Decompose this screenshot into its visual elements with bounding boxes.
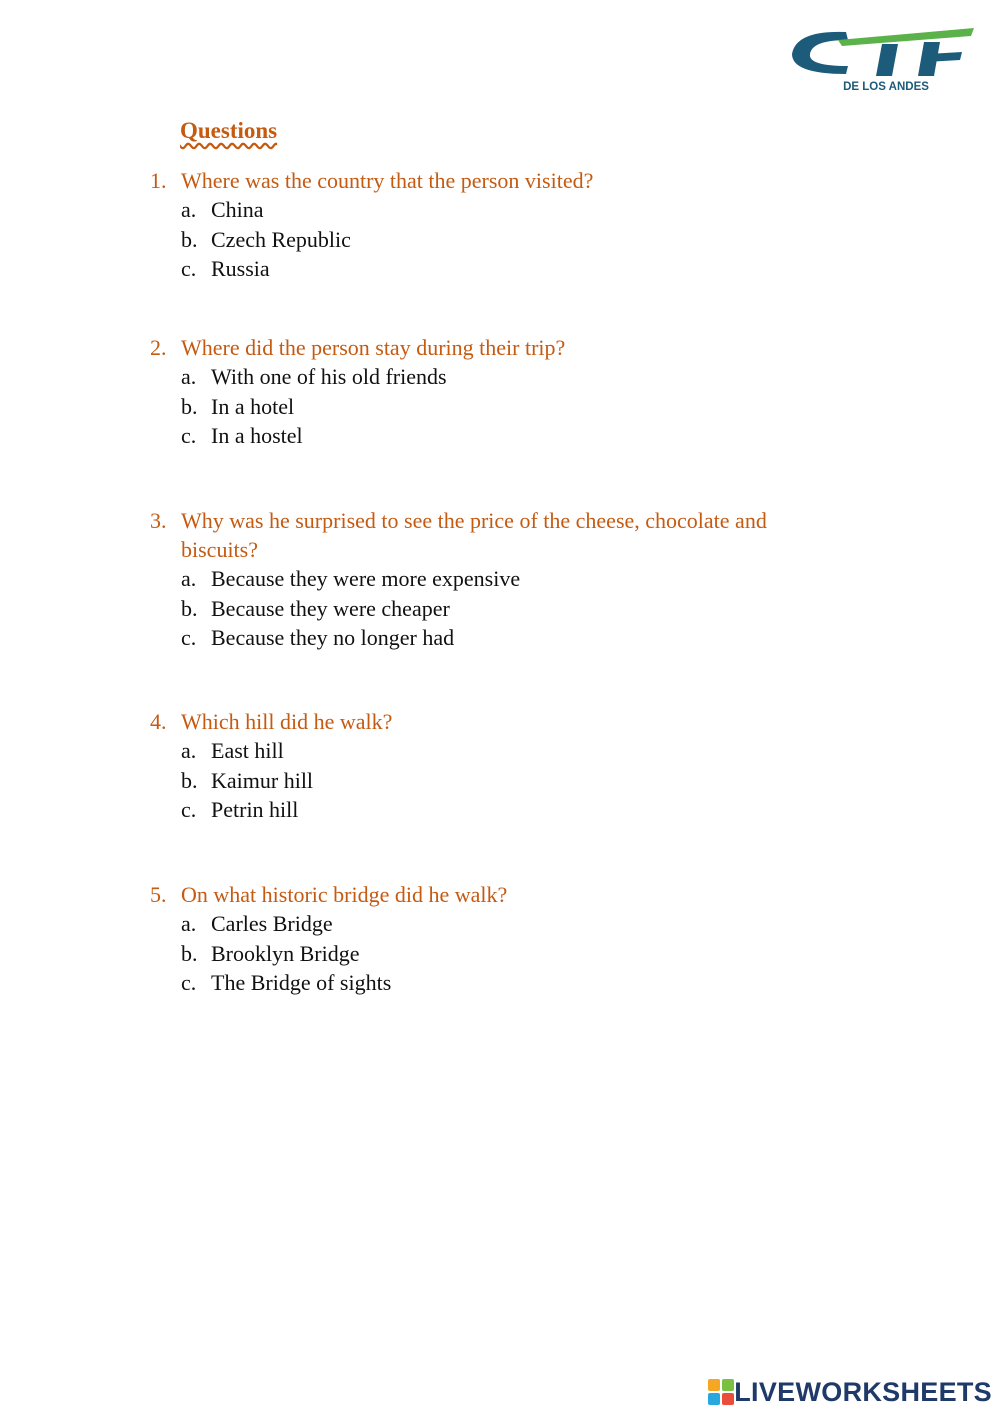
answer-option[interactable]	[150, 594, 830, 624]
answer-option[interactable]	[150, 795, 830, 825]
answer-option[interactable]	[150, 392, 830, 422]
question-4	[150, 707, 830, 825]
answer-option[interactable]	[150, 254, 830, 284]
option-letter: a.	[181, 738, 197, 763]
question-text: Which hill did he walk?	[181, 709, 393, 734]
option-text: Petrin hill	[211, 797, 299, 822]
ctf-logo-graphic	[786, 24, 978, 96]
liveworksheets-brand: LIVEWORKSHEETS	[734, 1377, 992, 1407]
option-text: Carles Bridge	[211, 911, 333, 936]
question-number: 5.	[150, 882, 167, 907]
option-text: In a hostel	[211, 423, 303, 448]
answer-option[interactable]	[150, 564, 830, 594]
question-3	[150, 506, 830, 653]
option-text: China	[211, 197, 264, 222]
ctf-logo-subtitle: DE LOS ANDES	[843, 81, 929, 93]
option-text: Because they were cheaper	[211, 595, 450, 621]
question-stem	[150, 880, 830, 909]
answer-option[interactable]	[150, 623, 830, 653]
option-text: Because they were more expensive	[211, 566, 521, 591]
option-letter: c.	[181, 423, 197, 448]
option-letter: b.	[181, 393, 198, 419]
answer-option[interactable]	[150, 195, 830, 225]
question-text: Where was the country that the person visited?	[181, 168, 594, 193]
answer-option[interactable]	[150, 362, 830, 392]
option-text: Czech Republic	[211, 226, 351, 252]
question-stem	[150, 707, 830, 736]
option-letter: a.	[181, 566, 197, 591]
answer-option[interactable]	[150, 766, 830, 796]
question-stem	[150, 333, 830, 362]
liveworksheets-badge-icon	[708, 1379, 734, 1405]
answer-option[interactable]	[150, 736, 830, 766]
option-letter: b.	[181, 226, 198, 252]
option-text: The Bridge of sights	[211, 970, 392, 995]
option-letter: a.	[181, 197, 197, 222]
option-letter: b.	[181, 940, 198, 966]
option-letter: c.	[181, 970, 197, 995]
question-stem	[150, 166, 830, 195]
option-letter: a.	[181, 911, 197, 936]
answer-option[interactable]	[150, 968, 830, 998]
option-text: Kaimur hill	[211, 767, 314, 793]
question-number: 2.	[150, 335, 167, 360]
liveworksheets-logo	[708, 1377, 992, 1407]
option-letter: b.	[181, 767, 198, 793]
question-stem	[150, 506, 830, 564]
option-letter: a.	[181, 364, 197, 389]
answer-option[interactable]	[150, 225, 830, 255]
question-text: On what historic bridge did he walk?	[181, 882, 508, 907]
option-letter: c.	[181, 797, 197, 822]
answer-option[interactable]	[150, 939, 830, 969]
question-number: 4.	[150, 709, 167, 734]
option-text: Brooklyn Bridge	[211, 940, 360, 966]
page-title: Questions	[180, 118, 278, 143]
option-text: In a hotel	[211, 393, 295, 419]
answer-option[interactable]	[150, 421, 830, 451]
option-text: With one of his old friends	[211, 364, 447, 389]
option-text: Russia	[211, 256, 270, 281]
question-5	[150, 880, 830, 998]
option-letter: b.	[181, 595, 198, 621]
answer-option[interactable]	[150, 909, 830, 939]
ctf-logo	[786, 24, 978, 96]
option-letter: c.	[181, 625, 197, 650]
option-text: Because they no longer had	[211, 625, 455, 650]
question-number: 3.	[150, 508, 167, 533]
option-letter: c.	[181, 256, 197, 281]
option-text: East hill	[211, 738, 284, 763]
question-2	[150, 333, 830, 451]
question-number: 1.	[150, 168, 167, 193]
question-text: Why was he surprised to see the price of the cheese, chocolate and biscuits?	[181, 508, 767, 562]
question-text: Where did the person stay during their trip?	[181, 335, 566, 360]
question-1	[150, 166, 830, 284]
